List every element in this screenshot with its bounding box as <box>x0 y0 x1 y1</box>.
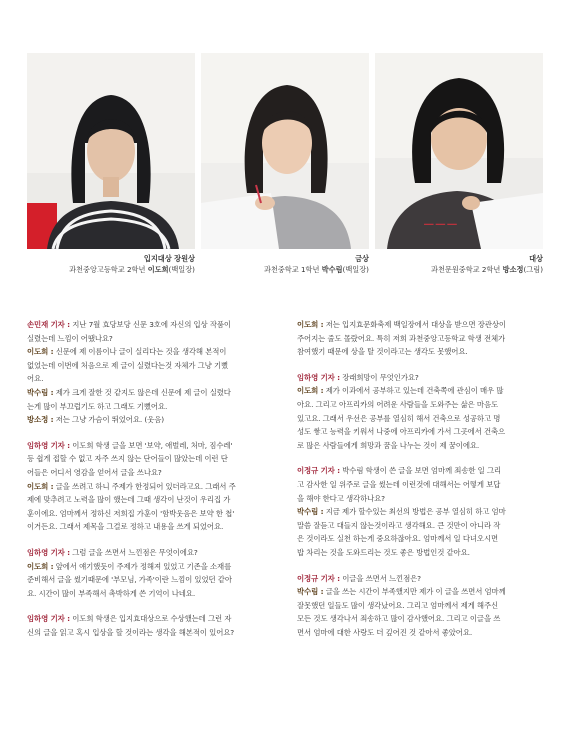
text-line <box>27 612 285 626</box>
text-line <box>297 626 546 640</box>
reporter-name: 임하영 기자 : <box>27 440 70 450</box>
line-text: 로 많은 사람들에게 희망과 꿈을 나누는 것이 제 꿈이에요. <box>297 440 480 450</box>
photo-lee-dohee <box>27 53 195 249</box>
student-name: 방소정 : <box>27 415 54 425</box>
reporter-name: 손민재 기자 : <box>27 320 70 329</box>
text-line <box>27 345 285 359</box>
line-text: 그럼 글을 쓰면서 느낀점은 무엇이에요? <box>70 547 198 557</box>
interview-paragraph <box>297 371 546 385</box>
line-text: 지난 7월 효당보당 신문 3호에 자신의 입상 작품이 <box>70 320 231 329</box>
text-line <box>297 439 546 453</box>
text-line <box>297 425 546 439</box>
line-text: 성도 쌓고 능력을 키워서 나중에 아프리카에 가서 그곳에서 건축으 <box>297 427 506 437</box>
text-line <box>27 507 285 521</box>
line-text: 앞에서 얘기했듯이 주제가 정해져 있었고 기존을 소재를 <box>53 561 232 571</box>
line-text: 는게 많이 부끄럽기도 하고 그래도 기뻤어요. <box>27 401 168 411</box>
line-text: 제에 맞추려고 노력을 많이 했는데 그때 생각이 난것이 우리집 가 <box>27 495 231 505</box>
interview-paragraph <box>27 480 285 534</box>
student-name: 박수림 : <box>297 587 324 597</box>
reporter-name: 임하영 기자 : <box>297 372 340 382</box>
student-name: 이도희 : <box>297 386 324 396</box>
line-text: 을 해야 한다고 생각하나요? <box>297 493 386 503</box>
line-text: 장래희망이 무엇인가요? <box>340 372 419 382</box>
text-line <box>27 318 285 332</box>
line-text: 있고요. 그래서 우선은 공부를 열심히 해서 건축으로 성공하고 명 <box>297 413 501 423</box>
caption-award: 대상 <box>529 254 543 263</box>
text-line <box>27 359 285 373</box>
text-line <box>297 318 546 332</box>
interview-paragraph <box>297 384 546 452</box>
line-text: 어요. <box>27 374 44 384</box>
line-text: 잘못했던 일들도 많이 생각났어요. 그리고 엄마께서 제게 해주신 <box>297 600 499 610</box>
caption-name: 방소정 <box>502 265 524 274</box>
line-text: 요. 시간이 많이 부족해서 촉박하게 쓴 기억이 나네요. <box>27 588 196 598</box>
caption-school: 과천중앙고등학교 2학년 <box>69 265 146 274</box>
interview-paragraph <box>297 572 546 586</box>
photo-caption-1 <box>27 253 195 275</box>
interview-paragraph <box>27 439 285 480</box>
interview-column-right <box>297 318 546 639</box>
caption-name: 박수림 <box>321 265 343 274</box>
interview-paragraph <box>27 413 285 427</box>
line-text: 이도희 학생 글을 보면 '보약, 애벌레, 처마, 짐수레' <box>70 440 233 450</box>
text-line <box>297 345 546 359</box>
text-line <box>297 478 546 492</box>
line-text: 글을 쓰려고 하니 주제가 한정되어 있더라고요. 그래서 주 <box>53 481 236 491</box>
line-text: 이도희 학생은 입지효대상으로 수상했는데 그런 자 <box>70 614 232 624</box>
line-text: 면서 엄마에 대한 사랑도 더 깊어진 것 같아서 좋았어요. <box>297 627 473 637</box>
line-text: 이거든요. 그래서 제목을 그걸로 정하고 내용을 쓰게 되었어요. <box>27 522 224 532</box>
caption-award: 금상 <box>355 254 369 263</box>
interview-paragraph <box>297 585 546 639</box>
line-text: 참여했기 때문에 상을 탈 것이라고는 생각도 못했어요. <box>297 347 468 357</box>
interview-paragraph <box>297 464 546 505</box>
text-line <box>297 572 546 586</box>
text-line <box>297 492 546 506</box>
reporter-name: 임하영 기자 : <box>27 547 70 557</box>
text-line <box>27 413 285 427</box>
student-name: 이도희 : <box>27 347 54 357</box>
text-line <box>297 384 546 398</box>
text-line <box>27 480 285 494</box>
text-line <box>27 587 285 601</box>
line-text: 아요. 그리고 아프리카의 어려운 사람들을 도와주는 삶은 마음도 <box>297 399 499 409</box>
line-text: 박수림 학생이 쓴 글을 보면 엄마께 죄송한 일 그리 <box>340 466 502 476</box>
caption-suffix: (백일장) <box>168 265 195 274</box>
caption-school: 과천문원중학교 2학년 <box>431 265 501 274</box>
text-line <box>297 464 546 478</box>
line-text: 실렸는데 느낌이 어땠나요? <box>27 333 113 343</box>
line-text: 훈이에요. 엄마께서 정하신 저희집 가훈이 '함박웃음은 보약 한 첩' <box>27 508 235 518</box>
text-line <box>297 332 546 346</box>
caption-suffix: (백일장) <box>342 265 369 274</box>
text-line <box>297 532 546 546</box>
line-text: 저는 입지효문화축제 백일장에서 대상을 받으면 장관상이 <box>323 320 506 329</box>
line-text: 이글을 쓰면서 느낀점은? <box>340 573 421 583</box>
student-name: 이도희 : <box>27 481 54 491</box>
text-line <box>297 585 546 599</box>
line-text: 밥 차리는 것을 도와드리는 것도 좋은 방법인것 같아요. <box>297 547 470 557</box>
text-line <box>297 599 546 613</box>
caption-school: 과천중학교 1학년 <box>263 265 320 274</box>
caption-name: 이도희 <box>147 265 169 274</box>
interview-paragraph <box>27 560 285 601</box>
interview-paragraph <box>27 612 285 639</box>
text-line <box>27 466 285 480</box>
line-text: 모든 것도 생각나서 죄송하고 많이 감사했어요. 그리고 이글을 쓰 <box>297 614 501 624</box>
text-line <box>27 439 285 453</box>
interview-paragraph <box>297 318 546 359</box>
svg-text:⚊⚊⚊: ⚊⚊⚊ <box>423 214 458 229</box>
line-text: 어들은 어디서 영감을 얻어서 글을 쓰나요? <box>27 467 162 477</box>
line-text: 은 것이라도 실천 하는게 중요하잖아요. 엄마께서 일 다녀오시면 <box>297 534 499 544</box>
reporter-name: 임하영 기자 : <box>27 614 70 624</box>
text-line <box>297 519 546 533</box>
text-line <box>297 505 546 519</box>
text-line <box>27 400 285 414</box>
interview-paragraph <box>297 505 546 559</box>
text-line <box>27 560 285 574</box>
text-line <box>27 493 285 507</box>
photo-caption-2 <box>201 253 369 275</box>
student-name: 박수림 : <box>27 387 54 397</box>
caption-award: 입지대상 장원상 <box>143 254 195 263</box>
interview-paragraph <box>27 546 285 560</box>
interview-column-left <box>27 318 285 639</box>
text-line <box>27 372 285 386</box>
student-name: 이도희 : <box>297 320 324 329</box>
line-text: 고 감사한 일 위주로 글을 썼는데 이런것에 대해서는 어떻게 보답 <box>297 479 501 489</box>
interview-paragraph <box>27 345 285 386</box>
interview-paragraph <box>27 386 285 413</box>
text-line <box>27 573 285 587</box>
text-line <box>297 546 546 560</box>
text-line <box>297 398 546 412</box>
line-text: 지금 제가 할수있는 최선의 방법은 공부 열심히 하고 엄마 <box>323 507 506 517</box>
interview-paragraph <box>27 318 285 345</box>
text-line <box>27 386 285 400</box>
photo-park-surim <box>201 53 369 249</box>
line-text: 준비해서 글을 썼기때문에 '부모님, 가족'이란 느낌이 있었던 같아 <box>27 575 232 585</box>
line-text: 글을 쓰는 시간이 부족했지만 제가 이 글을 쓰면서 엄마께 <box>323 587 506 597</box>
line-text: 저는 그냥 가슴이 뛰었어요. (웃음) <box>53 415 165 425</box>
reporter-name: 이정규 기자 : <box>297 573 340 583</box>
line-text: 신문에 제 이름이나 글이 실리다는 것을 생각해 본적이 <box>53 347 227 357</box>
line-text: 주어지는 줄도 몰랐어요. 특히 저희 과천중앙고등학교 학생 전체가 <box>297 333 506 343</box>
line-text: 없었는데 이번에 처음으로 제 글이 실렸다는것 자체가 그냥 기뻤 <box>27 360 229 370</box>
line-text: 등 쉽게 접할 수 없고 자주 쓰지 않는 단어들이 많았는데 이런 단 <box>27 454 228 464</box>
reporter-name: 이정규 기자 : <box>297 466 340 476</box>
student-name: 박수림 : <box>297 507 324 517</box>
text-line <box>27 452 285 466</box>
line-text: 제가 크게 잘한 것 같지도 않은데 신문에 제 글이 실렸다 <box>53 387 231 397</box>
student-name: 이도희 : <box>27 561 54 571</box>
text-line <box>27 520 285 534</box>
text-line <box>297 412 546 426</box>
photo-bang-sojeong <box>375 53 543 249</box>
line-text: 신의 글을 읽고 혹시 입상을 할 것이라는 생각을 해본적이 있어요? <box>27 627 235 637</box>
text-line <box>27 626 285 640</box>
line-text: 제가 이과에서 공부하고 있는데 건축쪽에 관심이 매우 많 <box>323 386 504 396</box>
photo-caption-3 <box>375 253 543 275</box>
line-text: 말씀 잘듣고 대들지 않는것이라고 생각해요. 큰 것만이 아니라 작 <box>297 520 501 530</box>
text-line <box>297 612 546 626</box>
text-line <box>27 546 285 560</box>
caption-suffix: (그림) <box>523 265 543 274</box>
text-line <box>297 371 546 385</box>
text-line <box>27 332 285 346</box>
